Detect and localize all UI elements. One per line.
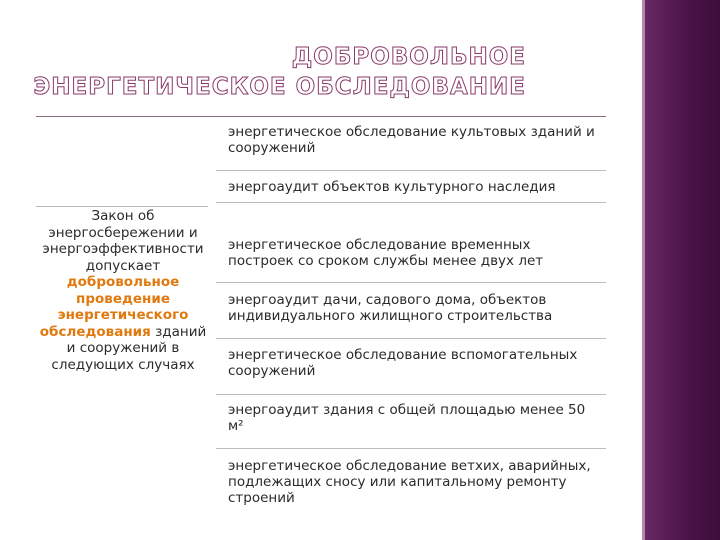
law-line-5: и сооружений в [66, 340, 180, 356]
row-divider [216, 448, 606, 449]
list-item [216, 402, 606, 434]
slide-title [33, 42, 526, 102]
list-item [216, 179, 606, 195]
case-text-4: энергоаудит дачи, садового дома, объектов индивидуального жилищного строительства [228, 292, 553, 324]
left-cell-top-divider [36, 206, 208, 207]
case-text-5: энергетическое обследование вспомогательных сооружений [228, 347, 578, 379]
case-text-2: энергоаудит объектов культурного наследия [228, 179, 556, 195]
row-divider [216, 170, 606, 171]
law-statement-cell [34, 208, 212, 373]
accent-line-4-wrap [34, 324, 212, 341]
accent-line-4-tail: зданий [150, 323, 207, 340]
title-divider [36, 116, 606, 117]
case-text-3: энергетическое обследование временных построек со сроком службы менее двух лет [228, 237, 544, 269]
row-divider [216, 282, 606, 283]
list-item [216, 347, 606, 379]
case-text-7: энергетическое обследование ветхих, аварийных, подлежащих сносу или капитальному ремонту строений [228, 458, 591, 506]
accent-line-2: проведение [76, 290, 170, 307]
law-line-1: Закон об [91, 208, 155, 224]
accent-line-3: энергетического [57, 307, 189, 323]
law-line-6: следующих случаях [51, 356, 195, 373]
case-text-1: энергетическое обследование культовых зданий и сооружений [228, 124, 595, 156]
accent-line-1: добровольное [66, 274, 180, 290]
case-text-6: энергоаудит здания с общей площадью менее 50 м² [228, 402, 586, 434]
row-divider [216, 202, 606, 203]
law-line-3: энергоэффективности [42, 241, 204, 257]
list-item [216, 124, 606, 156]
decorative-side-band [642, 0, 720, 540]
law-line-2: энергосбережении и [48, 224, 198, 241]
law-line-4: допускает [85, 257, 161, 274]
list-item [216, 292, 606, 324]
slide-title-line-1: ДОБРОВОЛЬНОЕ [291, 44, 526, 70]
list-item [216, 237, 606, 269]
row-divider [216, 394, 606, 395]
row-divider [216, 338, 606, 339]
list-item [216, 458, 606, 506]
accent-line-4: обследования [39, 323, 151, 340]
slide-title-line-2: ЭНЕРГЕТИЧЕСКОЕ ОБСЛЕДОВАНИЕ [33, 74, 526, 100]
